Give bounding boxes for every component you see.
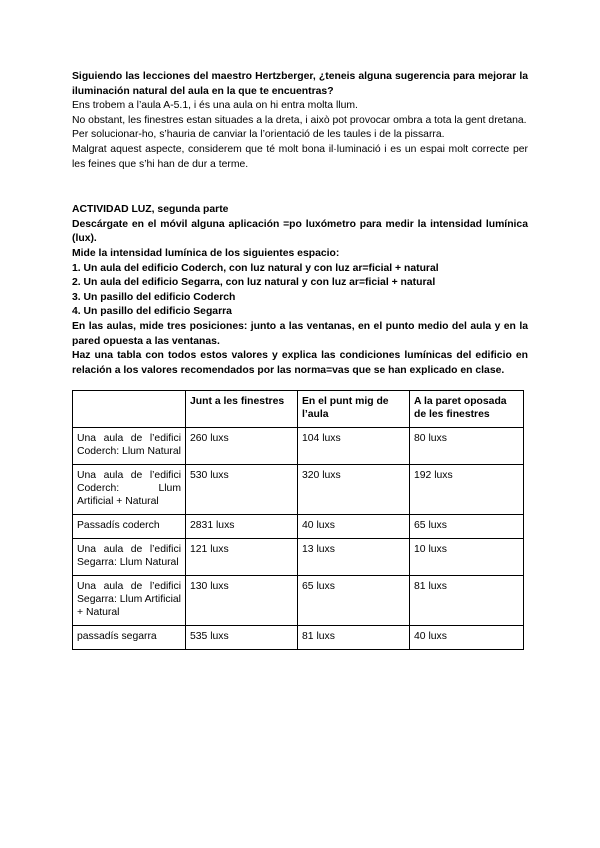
table-row: [73, 626, 524, 650]
paragraph: Malgrat aquest aspecte, considerem que té molt bona il·luminació i es un espai molt correcte per les feines que s’hi han de dur a terme.: [72, 143, 528, 170]
table-cell: 530 luxs: [186, 465, 298, 515]
row-label: Una aula de l’edifici Segarra: Llum Artificial + Natural: [73, 576, 186, 626]
table-cell: 13 luxs: [298, 539, 410, 576]
table-header-cell: A la paret oposada de les finestres: [410, 391, 524, 428]
instruction: 4. Un pasillo del edificio Segarra: [72, 306, 232, 318]
table-row: [73, 465, 524, 515]
table-cell: 81 luxs: [410, 576, 524, 626]
paragraph: No obstant, les finestres estan situades a la dreta, i això pot provocar ombra a tota la gent dretana.: [72, 114, 527, 126]
instruction: En las aulas, mide tres posiciones: junto a las ventanas, en el punto medio del aula y en la pared opuesta a las ventanas.: [72, 320, 528, 347]
table-cell: 130 luxs: [186, 576, 298, 626]
table-cell: 40 luxs: [298, 515, 410, 539]
instruction: 1. Un aula del edificio Coderch, con luz natural y con luz ar=ficial + natural: [72, 262, 439, 274]
row-label: Una aula de l’edifici Coderch: Llum Artificial + Natural: [73, 465, 186, 515]
row-label: Passadís coderch: [73, 515, 186, 539]
question-text: Siguiendo las lecciones del maestro Hertzberger, ¿teneis alguna sugerencia para mejorar la iluminación natural del aula en la que te encuentras?: [72, 71, 528, 97]
table-cell: 40 luxs: [410, 626, 524, 650]
table-header-row: [73, 391, 524, 428]
table-cell: 2831 luxs: [186, 515, 298, 539]
table-header-cell: Junt a les finestres: [186, 391, 298, 428]
table-cell: 65 luxs: [410, 515, 524, 539]
table-cell: 260 luxs: [186, 428, 298, 465]
row-label: passadís segarra: [73, 626, 186, 650]
table-cell: 192 luxs: [410, 465, 524, 515]
table-cell: 81 luxs: [298, 626, 410, 650]
table-row: [73, 539, 524, 576]
paragraph: Ens trobem a l’aula A-5.1, i és una aula on hi entra molta llum.: [72, 100, 358, 112]
table-header-cell: En el punt mig de l’aula: [298, 391, 410, 428]
table-cell: 104 luxs: [298, 428, 410, 465]
table-cell: 320 luxs: [298, 465, 410, 515]
document-page: [72, 70, 528, 650]
instruction: 2. Un aula del edificio Segarra, con luz natural y con luz ar=ficial + natural: [72, 277, 436, 289]
table-header-cell: [73, 391, 186, 428]
table-cell: 10 luxs: [410, 539, 524, 576]
table-row: [73, 576, 524, 626]
table-cell: 80 luxs: [410, 428, 524, 465]
instruction: Haz una tabla con todos estos valores y explica las condiciones lumínicas del edificio en relación a los valores recomendados por las norma=vas que se han explicado en clase.: [72, 350, 528, 376]
table-cell: 121 luxs: [186, 539, 298, 576]
instruction: Descárgate en el móvil alguna aplicación =po luxómetro para medir la intensidad lumínica (lux).: [72, 218, 528, 245]
row-label: Una aula de l’edifici Segarra: Llum Natural: [73, 539, 186, 576]
instruction: Mide la intensidad lumínica de los siguientes espacio:: [72, 247, 340, 259]
table-row: [73, 428, 524, 465]
row-label: Una aula de l’edifici Coderch: Llum Natural: [73, 428, 186, 465]
table-cell: 65 luxs: [298, 576, 410, 626]
table-row: [73, 515, 524, 539]
paragraph: Per solucionar-ho, s’hauria de canviar la l’orientació de les taules i de la pissarra.: [72, 129, 445, 141]
section-title: ACTIVIDAD LUZ, segunda parte: [72, 204, 229, 216]
instruction: 3. Un pasillo del edificio Coderch: [72, 291, 236, 303]
lux-table: [72, 390, 524, 650]
table-cell: 535 luxs: [186, 626, 298, 650]
